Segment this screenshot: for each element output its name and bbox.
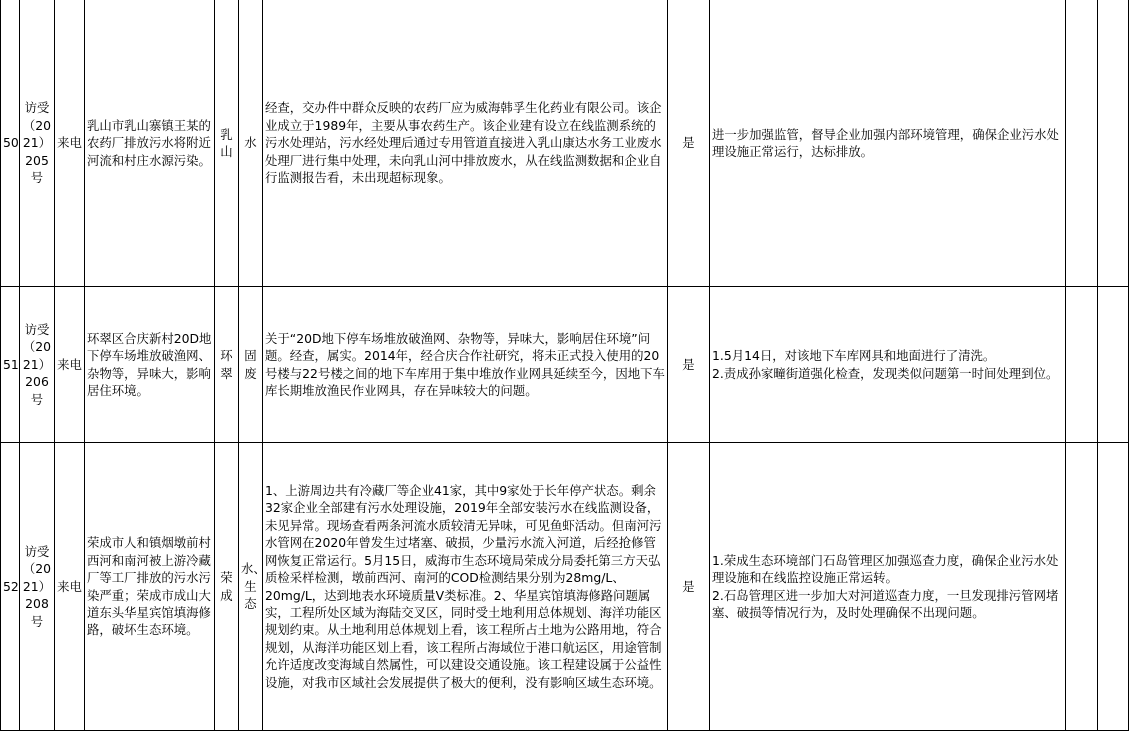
measure-line: 2.责成孙家疃街道强化检查，发现类似问题第一时间处理到位。 (712, 365, 1059, 381)
case-id: 访受（2021）206号 (20, 287, 55, 443)
row-number: 52 (1, 443, 20, 731)
region: 乳山 (215, 0, 239, 287)
investigation-finding: 关于“20D地下停车场堆放破渔网、杂物等，异味大，影响居住环境”问题。经查，属实。2014年，经合庆合作社研究，将未正式投入使用的20号楼与22号楼之间的地下车库用于集中堆放作业网具延续至今，因地下车库长期堆放渔民作业网具，存在异味较大的问题。 (263, 287, 668, 443)
verified-flag: 是 (668, 287, 710, 443)
pollution-type: 水、生态 (239, 443, 263, 731)
region: 荣成 (215, 443, 239, 731)
empty-cell (1098, 443, 1129, 731)
source: 来电 (55, 287, 85, 443)
pollution-type: 固废 (239, 287, 263, 443)
source: 来电 (55, 443, 85, 731)
investigation-finding: 经查，交办件中群众反映的农药厂应为威海韩孚生化药业有限公司。该企业成立于1989年，主要从事农药生产。该企业建有设立在线监测系统的污水处理站，污水经处理后通过专用管道直接进入乳山康达水务工业废水处理厂进行集中处理，未向乳山河中排放废水，从在线监测数据和企业自行监测报告看，未出现超标现象。 (263, 0, 668, 287)
verified-flag: 是 (668, 443, 710, 731)
row-number: 50 (1, 0, 20, 287)
pollution-type: 水 (239, 0, 263, 287)
rectification-measures (710, 287, 1066, 443)
empty-cell (1066, 287, 1098, 443)
empty-cell (1066, 0, 1098, 287)
complaint-content: 乳山市乳山寨镇王某的农药厂排放污水将附近河流和村庄水源污染。 (85, 0, 215, 287)
table-row (1, 287, 1129, 443)
rectification-measures (710, 443, 1066, 731)
measure-line: 2.石岛管理区进一步加大对河道巡查力度，一旦发现排污管网堵塞、破损等情况行为，及时处理确保不出现问题。 (712, 587, 1059, 620)
table-row (1, 443, 1129, 731)
source: 来电 (55, 0, 85, 287)
case-id: 访受（2021）208号 (20, 443, 55, 731)
measure-line: 1.荣成生态环境部门石岛管理区加强巡查力度，确保企业污水处理设施和在线监控设施正常运转。 (712, 552, 1059, 586)
case-id: 访受（2021）205号 (20, 0, 55, 287)
empty-cell (1098, 0, 1129, 287)
empty-cell (1098, 287, 1129, 443)
complaint-content: 荣成市人和镇烟墩前村西河和南河被上游冷藏厂等工厂排放的污水污染严重；荣成市成山大道东头华星宾馆填海修路，破坏生态环境。 (85, 443, 215, 731)
rectification-measures: 进一步加强监管，督导企业加强内部环境管理，确保企业污水处理设施正常运行，达标排放。 (710, 0, 1066, 287)
measure-line: 1.5月14日，对该地下车库网具和地面进行了清洗。 (712, 348, 996, 364)
region: 环翠 (215, 287, 239, 443)
investigation-finding: 1、上游周边共有冷藏厂等企业41家，其中9家处于长年停产状态。剩余32家企业全部建有污水处理设施，2019年全部安装污水在线监测设备，未见异常。现场查看两条河流水质较清无异味，可见鱼虾活动。但南河污水管网在2020年曾发生过堵塞、破损，少量污水流入河道，后经抢修管网恢复正常运行。5月15日，威海市生态环境局荣成分局委托第三方天弘质检采样检测，墩前西河、南河的COD检测结果分别为28mg/L、20mg/L，达到地表水环境质量Ⅴ类标准。2、华星宾馆填海修路问题属实，工程所处区域为海陆交叉区，同时受土地利用总体规划、海洋功能区规划约束。从土地利用总体规划上看，该工程所占土地为公路用地，符合规划，从海洋功能区划上看，该工程所占海域位于港口航运区，用途管制允许适度改变海域自然属性，可以建设交通设施。该工程建设属于公益性设施，对我市区域社会发展提供了极大的便利，没有影响区域生态环境。 (263, 443, 668, 731)
complaint-content: 环翠区合庆新村20D地下停车场堆放破渔网、杂物等，异味大，影响居住环境。 (85, 287, 215, 443)
table-row (1, 0, 1129, 287)
verified-flag: 是 (668, 0, 710, 287)
row-number: 51 (1, 287, 20, 443)
empty-cell (1066, 443, 1098, 731)
